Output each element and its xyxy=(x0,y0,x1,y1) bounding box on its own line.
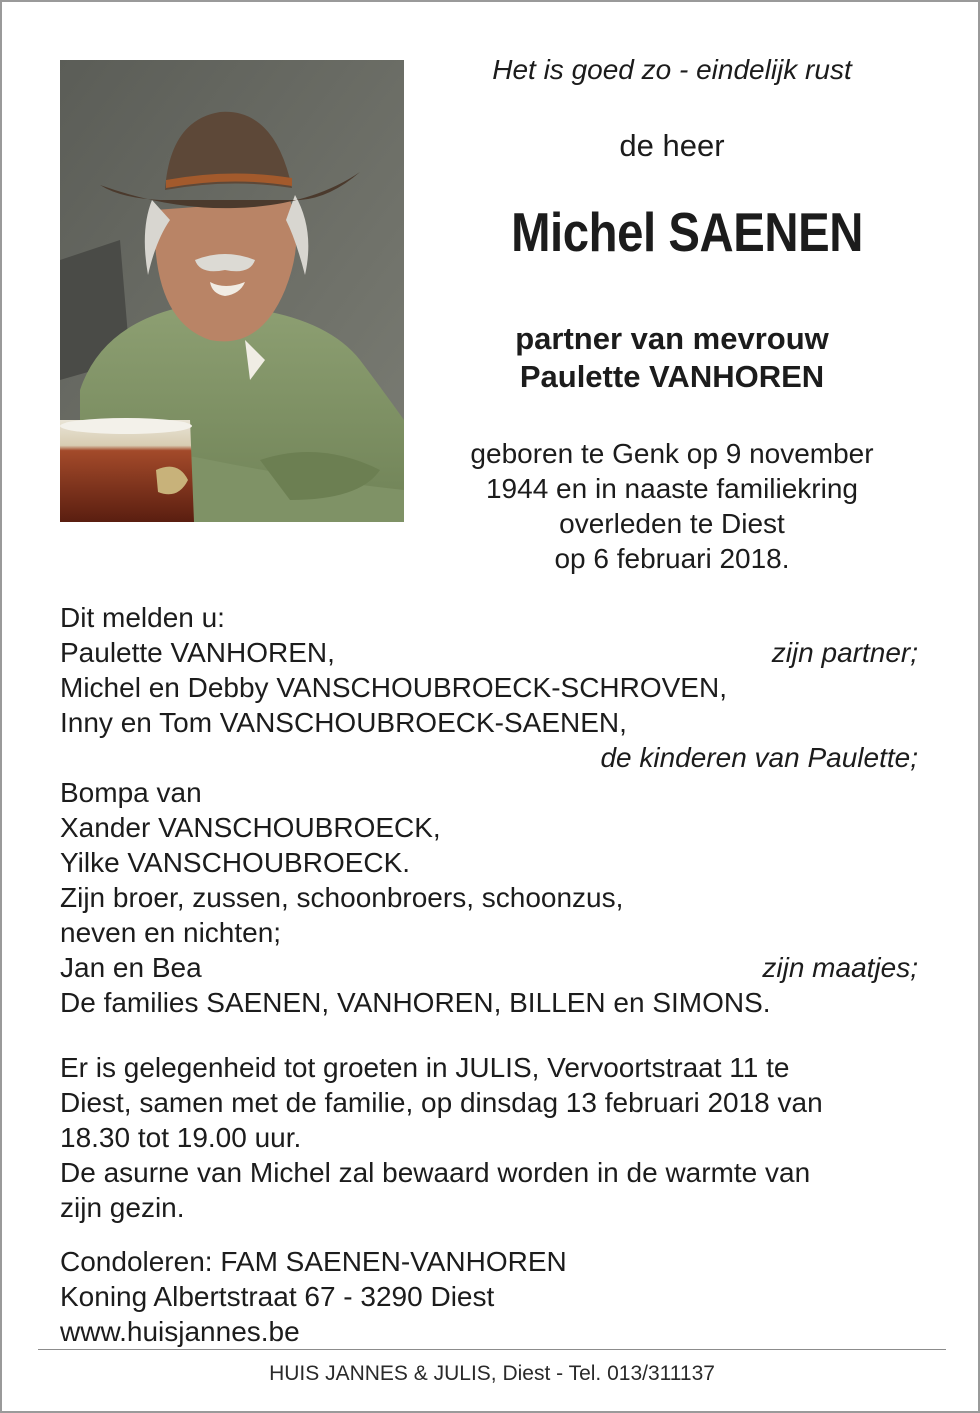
family-line: Yilke VANSCHOUBROECK. xyxy=(60,847,411,878)
family-line: Zijn broer, zussen, schoonbroers, schoonzus, xyxy=(60,882,624,913)
footer-divider xyxy=(38,1349,946,1350)
family-line xyxy=(60,670,918,705)
announcement-block xyxy=(60,600,918,1020)
footer-funeral-home: HUIS JANNES & JULIS, Diest - Tel. 013/311137 xyxy=(269,1362,715,1385)
birth-death-info xyxy=(422,436,922,576)
family-name: Michel en Debby VANSCHOUBROECK-SCHROVEN, xyxy=(60,672,727,703)
deceased-name: Michel SAENEN xyxy=(511,201,863,263)
family-name: Inny en Tom VANSCHOUBROECK-SAENEN, xyxy=(60,707,627,738)
friends-name: Jan en Bea xyxy=(60,952,202,983)
visitation-line: 18.30 tot 19.00 uur. xyxy=(60,1122,302,1153)
visitation-line: Diest, samen met de familie, op dinsdag 13 februari 2018 van xyxy=(60,1087,823,1118)
visitation-line: zijn gezin. xyxy=(60,1192,185,1223)
family-line: Bompa van xyxy=(60,777,202,808)
family-line: Xander VANSCHOUBROECK, xyxy=(60,812,441,843)
condolences-address: Koning Albertstraat 67 - 3290 Diest xyxy=(60,1281,495,1312)
friends-line xyxy=(60,950,918,985)
condolences-info xyxy=(60,1244,920,1349)
friends-relation: zijn maatjes; xyxy=(762,952,918,983)
condolences-website-link[interactable]: www.huisjannes.be xyxy=(60,1316,300,1347)
family-name: Paulette VANHOREN, xyxy=(60,637,335,668)
children-relation: de kinderen van Paulette; xyxy=(600,742,918,773)
announcement-intro: Dit melden u: xyxy=(60,602,225,633)
partner-line-1: partner van mevrouw xyxy=(515,321,829,356)
portrait-photo xyxy=(60,60,404,522)
partner-block xyxy=(422,320,922,396)
family-line xyxy=(60,635,918,670)
family-line: neven en nichten; xyxy=(60,917,282,948)
family-relation: zijn partner; xyxy=(771,637,918,668)
birth-line: 1944 en in naaste familiekring xyxy=(485,473,858,504)
birth-line: geboren te Genk op 9 november xyxy=(470,438,874,469)
birth-line: op 6 februari 2018. xyxy=(554,543,790,574)
condolences-line: Condoleren: FAM SAENEN-VANHOREN xyxy=(60,1246,567,1277)
family-line xyxy=(60,705,918,740)
birth-line: overleden te Diest xyxy=(559,508,785,539)
title-prefix: de heer xyxy=(619,128,725,163)
partner-line-2: Paulette VANHOREN xyxy=(519,359,825,394)
families-line: De families SAENEN, VANHOREN, BILLEN en SIMONS. xyxy=(60,987,771,1018)
visitation-line: Er is gelegenheid tot groeten in JULIS, Vervoortstraat 11 te xyxy=(60,1052,790,1083)
motto: Het is goed zo - eindelijk rust xyxy=(492,54,852,85)
visitation-info xyxy=(60,1050,920,1225)
visitation-line: De asurne van Michel zal bewaard worden in de warmte van xyxy=(60,1157,811,1188)
